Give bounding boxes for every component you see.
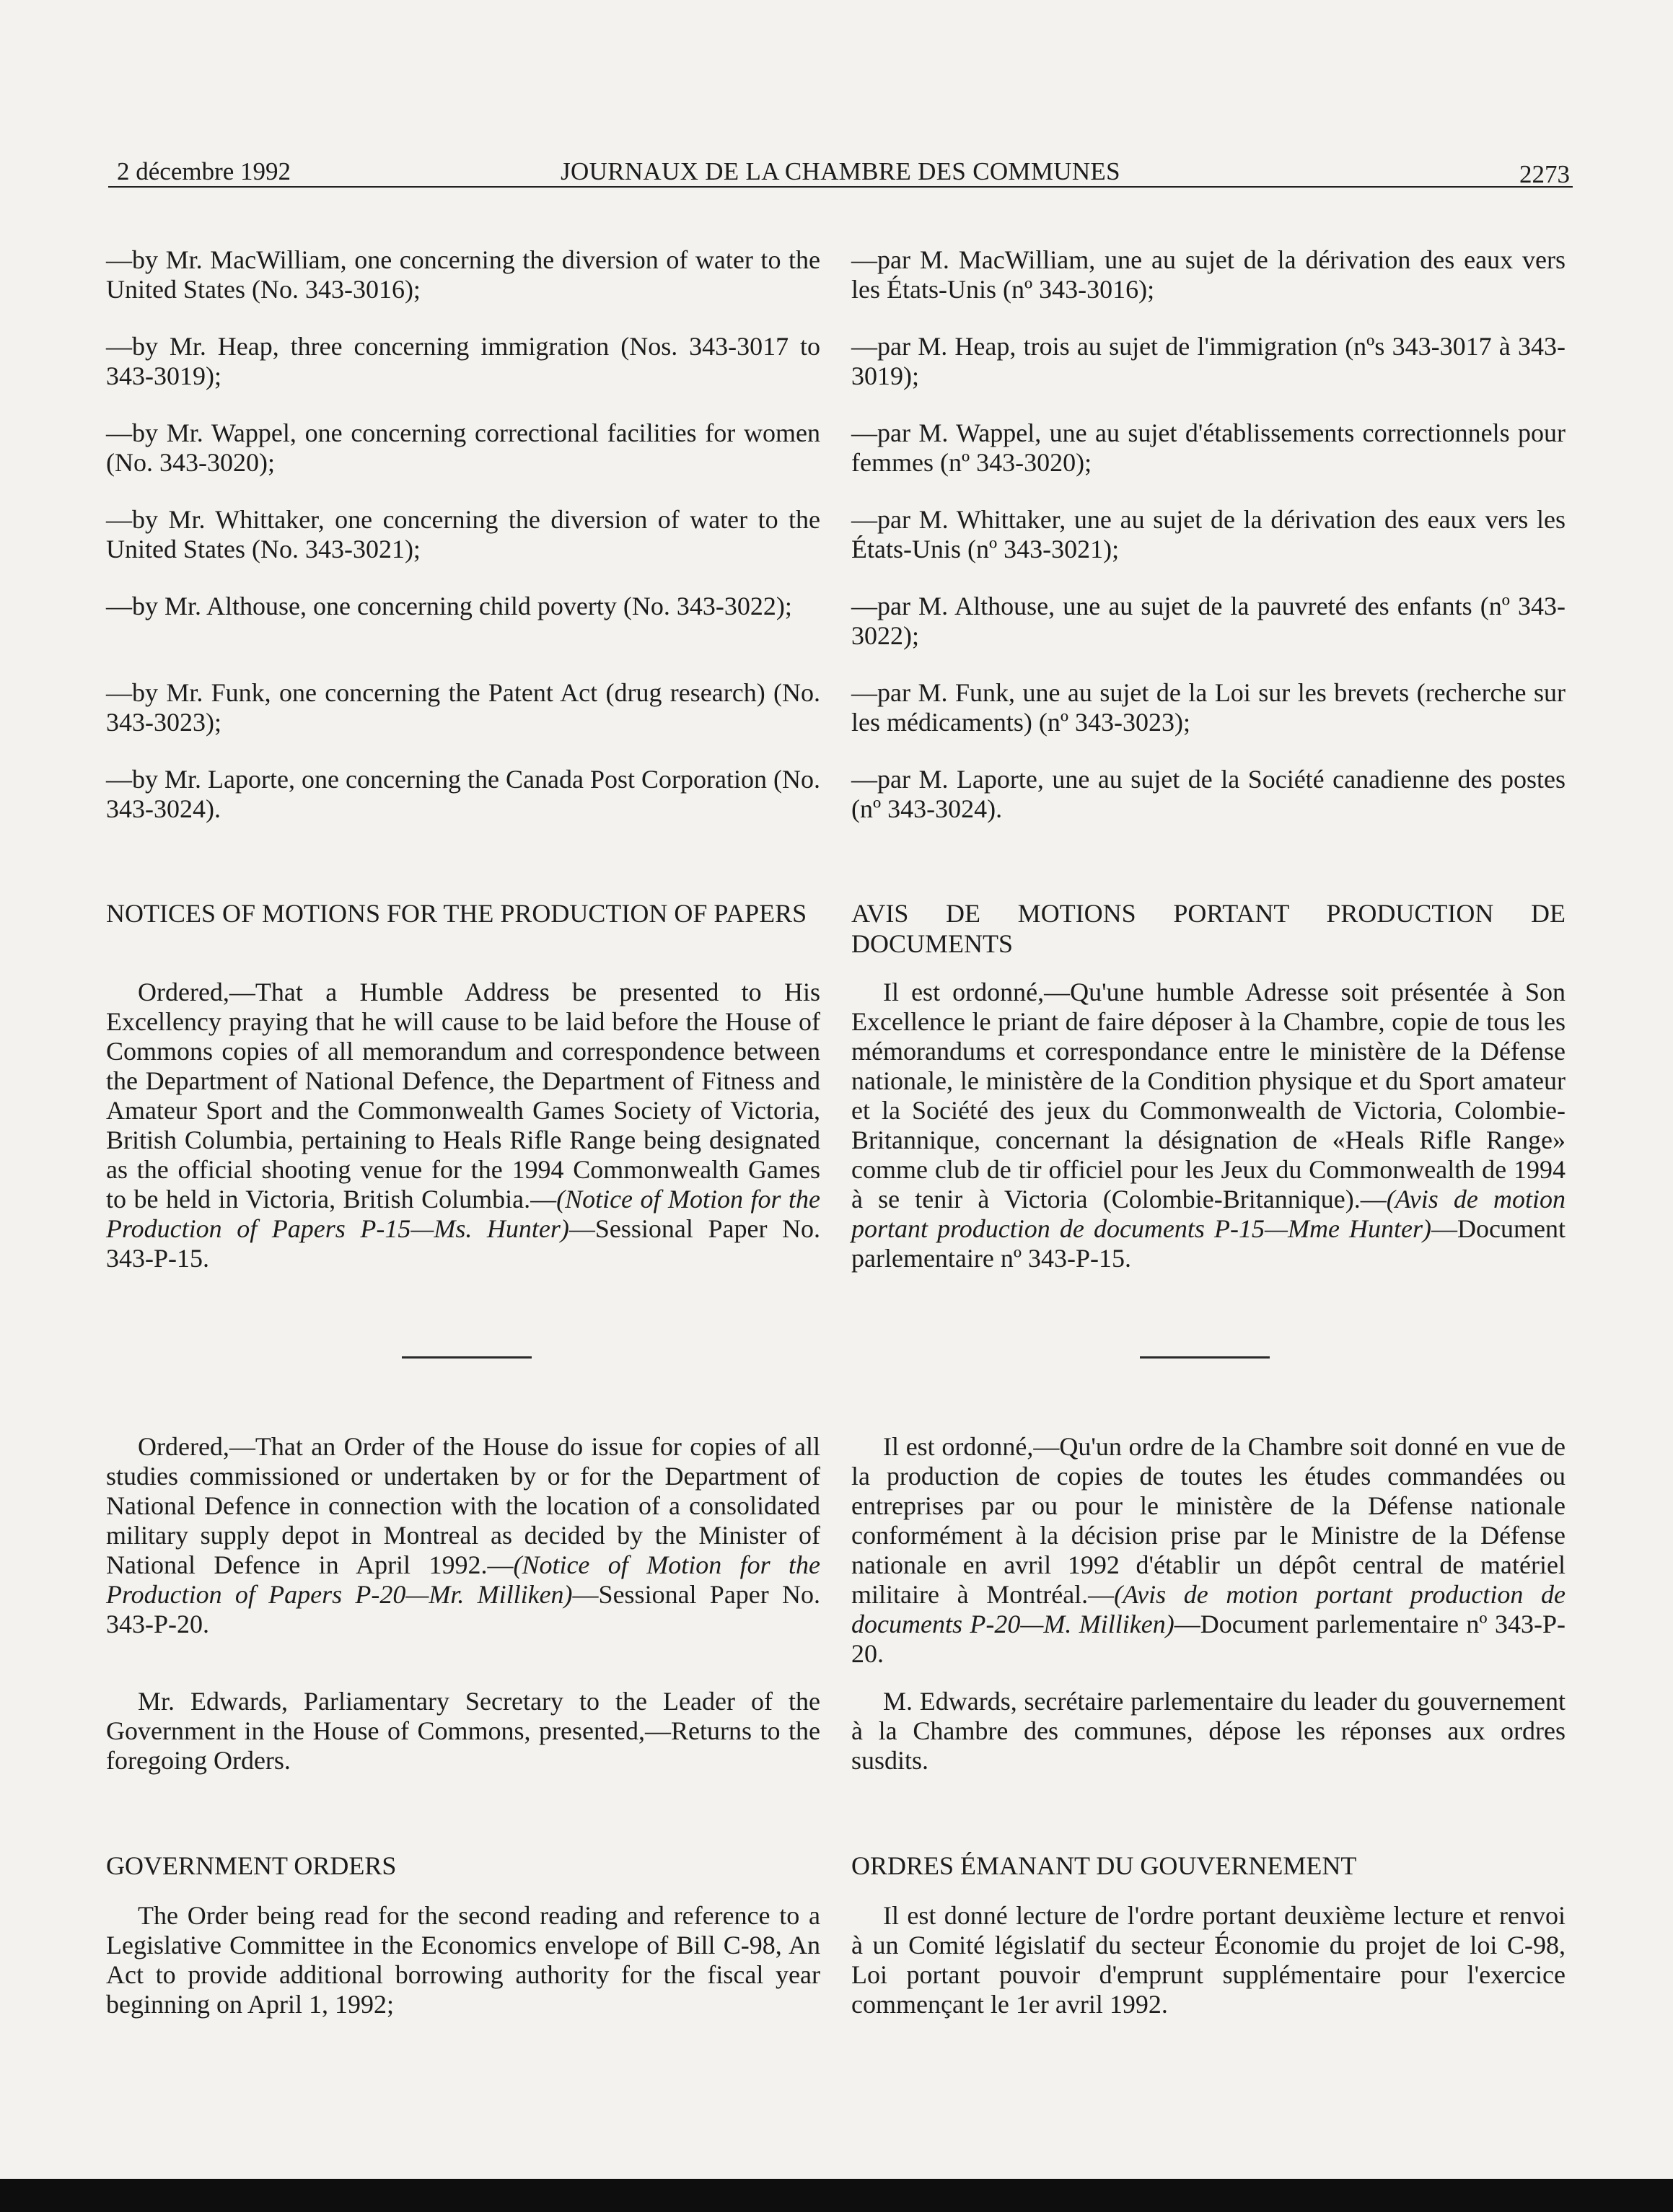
sessional-paper: —Document parlementaire nº 343-P-15. xyxy=(851,1214,1566,1273)
petition-item: —by Mr. Heap, three concerning immigration (Nos. 343-3017 to 343-3019); xyxy=(106,332,820,390)
order-text: Ordered,—That a Humble Address be presented to His Excellency praying that he will cause to be laid before the House of Commons copies of all memorandum and correspondence between the Department of National Defence, the Department of Fitness and Amateur Sport and the Commonwealth Games Society of Victoria, British Columbia, pertaining to Heals Rifle Range being designated as the official shooting venue for the 1994 Commonwealth Games to be held in Victoria, British Columbia.— xyxy=(106,978,820,1213)
petition-item: —par M. Althouse, une au sujet de la pauvreté des enfants (nº 343-3022); xyxy=(851,592,1566,650)
order-text: Il est ordonné,—Qu'un ordre de la Chambre soit donné en vue de la production de copies de toutes les études commandées ou entreprises par ou pour le ministère de la Défense nationale conformément à la décision prise par le Ministre de la Défense nationale en avril 1992 d'établir un dépôt central de matériel militaire à Montréal.— xyxy=(851,1432,1566,1609)
petition-item: —by Mr. MacWilliam, one concerning the diversion of water to the United States (No. 343-3016); xyxy=(106,245,820,304)
petition-item: —par M. Funk, une au sujet de la Loi sur les brevets (recherche sur les médicaments) (nº 343-3023); xyxy=(851,678,1566,737)
sessional-paper: —Sessional Paper No. 343-P-20. xyxy=(106,1580,820,1638)
sessional-paper: —Sessional Paper No. 343-P-15. xyxy=(106,1214,820,1273)
notices-heading: AVIS DE MOTIONS PORTANT PRODUCTION DE DOCUMENTS xyxy=(851,899,1566,958)
header-date: 2 décembre 1992 xyxy=(117,157,291,185)
order-paragraph xyxy=(106,1432,820,1639)
notice-citation: (Notice of Motion for the Production of Papers P-20—Mr. Milliken) xyxy=(106,1550,820,1609)
section-divider xyxy=(402,1356,532,1359)
petition-item: —by Mr. Althouse, one concerning child poverty (No. 343-3022); xyxy=(106,592,792,620)
petition-item: —par M. Heap, trois au sujet de l'immigration (nºs 343-3017 à 343-3019); xyxy=(851,332,1566,390)
government-order-paragraph: Il est donné lecture de l'ordre portant deuxième lecture et renvoi à un Comité législatif du secteur Économie du projet de loi C-98, Loi portant pouvoir d'emprunt supplémentaire pour l'exercice commençant le 1er avril 1992. xyxy=(851,1901,1566,2019)
petition-item: —par M. Whittaker, une au sujet de la dérivation des eaux vers les États-Unis (nº 343-3021); xyxy=(851,505,1566,563)
notice-citation: (Notice of Motion for the Production of Papers P-15—Ms. Hunter) xyxy=(106,1185,820,1243)
notice-citation: (Avis de motion portant production de documents P-15—Mme Hunter) xyxy=(851,1185,1566,1243)
notice-citation: (Avis de motion portant production de documents P-20—M. Milliken) xyxy=(851,1580,1566,1638)
header-page-number: 2273 xyxy=(1519,160,1570,188)
returns-paragraph: M. Edwards, secrétaire parlementaire du leader du gouvernement à la Chambre des communes, dépose les réponses aux ordres susdits. xyxy=(851,1687,1566,1775)
petition-item: —by Mr. Wappel, one concerning correctional facilities for women (No. 343-3020); xyxy=(106,418,820,477)
petition-item: —par M. Laporte, une au sujet de la Société canadienne des postes (nº 343-3024). xyxy=(851,765,1566,823)
sessional-paper: —Document parlementaire nº 343-P-20. xyxy=(851,1610,1566,1668)
section-divider xyxy=(1140,1356,1270,1359)
order-paragraph xyxy=(106,978,820,1273)
petition-item: —par M. Wappel, une au sujet d'établissements correctionnels pour femmes (nº 343-3020); xyxy=(851,418,1566,477)
order-text: Il est ordonné,—Qu'une humble Adresse soit présentée à Son Excellence le priant de faire déposer à la Chambre, copie de tous les mémorandums et correspondance entre le ministère de la Défense nationale, le ministère de la Condition physique et du Sport amateur et la Société des jeux du Commonwealth de Victoria, Colombie-Britannique, concernant la désignation de «Heals Rifle Range» comme club de tir officiel pour les Jeux du Commonwealth de 1994 à se tenir à Victoria (Colombie-Britannique).— xyxy=(851,978,1566,1213)
returns-paragraph: Mr. Edwards, Parliamentary Secretary to the Leader of the Government in the House of Commons, presented,—Returns to the foregoing Orders. xyxy=(106,1687,820,1775)
header-journal-title: JOURNAUX DE LA CHAMBRE DES COMMUNES xyxy=(561,157,1120,185)
scan-border xyxy=(0,2179,1673,2212)
page-header xyxy=(108,152,1573,188)
petition-item: —par M. MacWilliam, une au sujet de la dérivation des eaux vers les États-Unis (nº 343-3016); xyxy=(851,245,1566,304)
notices-heading: NOTICES OF MOTIONS FOR THE PRODUCTION OF PAPERS xyxy=(106,899,807,928)
government-orders-heading: GOVERNMENT ORDERS xyxy=(106,1851,397,1880)
petition-item: —by Mr. Whittaker, one concerning the diversion of water to the United States (No. 343-3021); xyxy=(106,505,820,563)
government-orders-heading: ORDRES ÉMANANT DU GOUVERNEMENT xyxy=(851,1851,1357,1880)
order-paragraph xyxy=(851,1432,1566,1669)
order-text: Ordered,—That an Order of the House do issue for copies of all studies commissioned or undertaken by or for the Department of National Defence in connection with the location of a consolidated military supply depot in Montreal as decided by the Minister of National Defence in April 1992.— xyxy=(106,1432,820,1579)
order-paragraph xyxy=(851,978,1566,1273)
government-order-paragraph: The Order being read for the second reading and reference to a Legislative Committee in the Economics envelope of Bill C-98, An Act to provide additional borrowing authority for the fiscal year beginning on April 1, 1992; xyxy=(106,1901,820,2019)
petition-item: —by Mr. Funk, one concerning the Patent Act (drug research) (No. 343-3023); xyxy=(106,678,820,737)
petition-item: —by Mr. Laporte, one concerning the Canada Post Corporation (No. 343-3024). xyxy=(106,765,820,823)
